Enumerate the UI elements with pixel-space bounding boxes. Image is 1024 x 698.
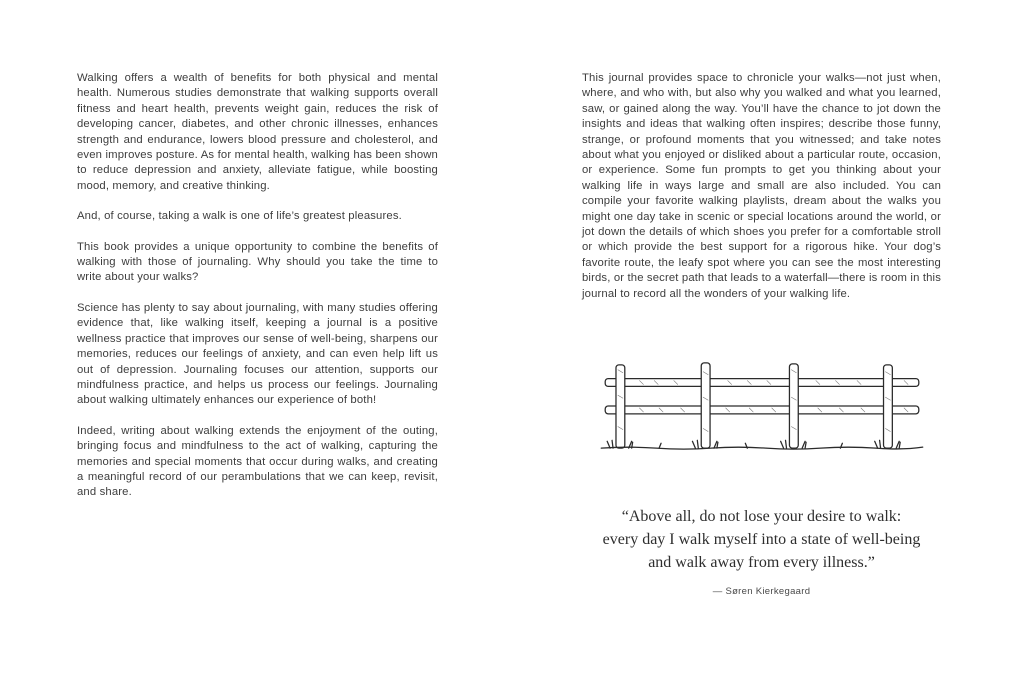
paragraph-book-purpose: This book provides a unique opportunity to combine the benefits of walking with those of journaling. Why should you take the time to write about your walks?: [77, 240, 438, 284]
paragraph-benefits: Walking offers a wealth of benefits for both physical and mental health. Numerous studies demonstrate that walking supports overall fitness and heart health, prevents weight gain, reduces the risk of developing cancer, diabetes, and other chronic illnesses, enhances strength and endurance, lowers blood pressure and cholesterol, and even improves posture. As for mental health, walking has been shown to reduce depression and anxiety, alleviate fatigue, while boosting mood, memory, and creative thinking.: [77, 72, 438, 192]
fence-post: [615, 365, 624, 448]
ground-line: [601, 447, 922, 449]
paragraph-pleasure: And, of course, taking a walk is one of life’s greatest pleasures.: [77, 210, 402, 223]
right-page: [582, 71, 941, 597]
fence-illustration: [600, 358, 924, 461]
fence-drawing-icon: [600, 358, 924, 456]
quote-line: and walk away from every illness.”: [648, 554, 875, 572]
fence-post: [701, 363, 710, 448]
quote-line: “Above all, do not lose your desire to walk:: [621, 508, 902, 526]
paragraph-journaling-science: Science has plenty to say about journaling, with many studies offering evidence that, like walking itself, keeping a journal is a positive wellness practice that improves our sense of well-being, sharpens our memories, reduces our feelings of anxiety, and can even help lift us out of depression. Journaling focuses our attention, supports our mindfulness practice, and helps us process our feelings. Journaling about walking ultimately enhances our experience of both!: [77, 301, 438, 407]
fence-bottom-rail: [605, 406, 919, 414]
paragraph-writing-benefits: Indeed, writing about walking extends the enjoyment of the outing, bringing focus and mindfulness to the act of walking, capturing the memories and special moments that occur during walks, and creating a meaningful record of our perambulations that we can keep, revisit, and share.: [77, 424, 438, 499]
paragraph-journal-description: This journal provides space to chronicle your walks—not just when, where, and who with, but also why you walked and what you learned, saw, or gained along the way. You’ll have the chance to jot down the insights and ideas that walking often inspires; describe those funny, strange, or profound moments that you witnessed; and take notes about what you enjoyed or disliked about a particular route, occasion, or experience. Some fun prompts to get you thinking about your walking life in ways large and small are also included. You can compile your favorite walking playlists, dream about the walks you might one day take in scenic or special locations around the world, or jot down the details of which shoes you prefer for a comfortable stroll or which provide the best support for a rigorous hike. Your dog’s favorite route, the leafy spot where you can see the most interesting birds, or the secret path that leads to a waterfall—there is room in this journal to record all the wonders of your walking life.: [582, 72, 941, 300]
quote-line: every day I walk myself into a state of well-being: [602, 531, 921, 549]
quote-block: [582, 505, 941, 597]
fence-top-rail: [605, 379, 919, 387]
fence-post: [789, 364, 798, 448]
fence-post: [883, 365, 892, 448]
left-page: [77, 71, 438, 501]
quote-attribution: — Søren Kierkegaard: [712, 586, 811, 598]
